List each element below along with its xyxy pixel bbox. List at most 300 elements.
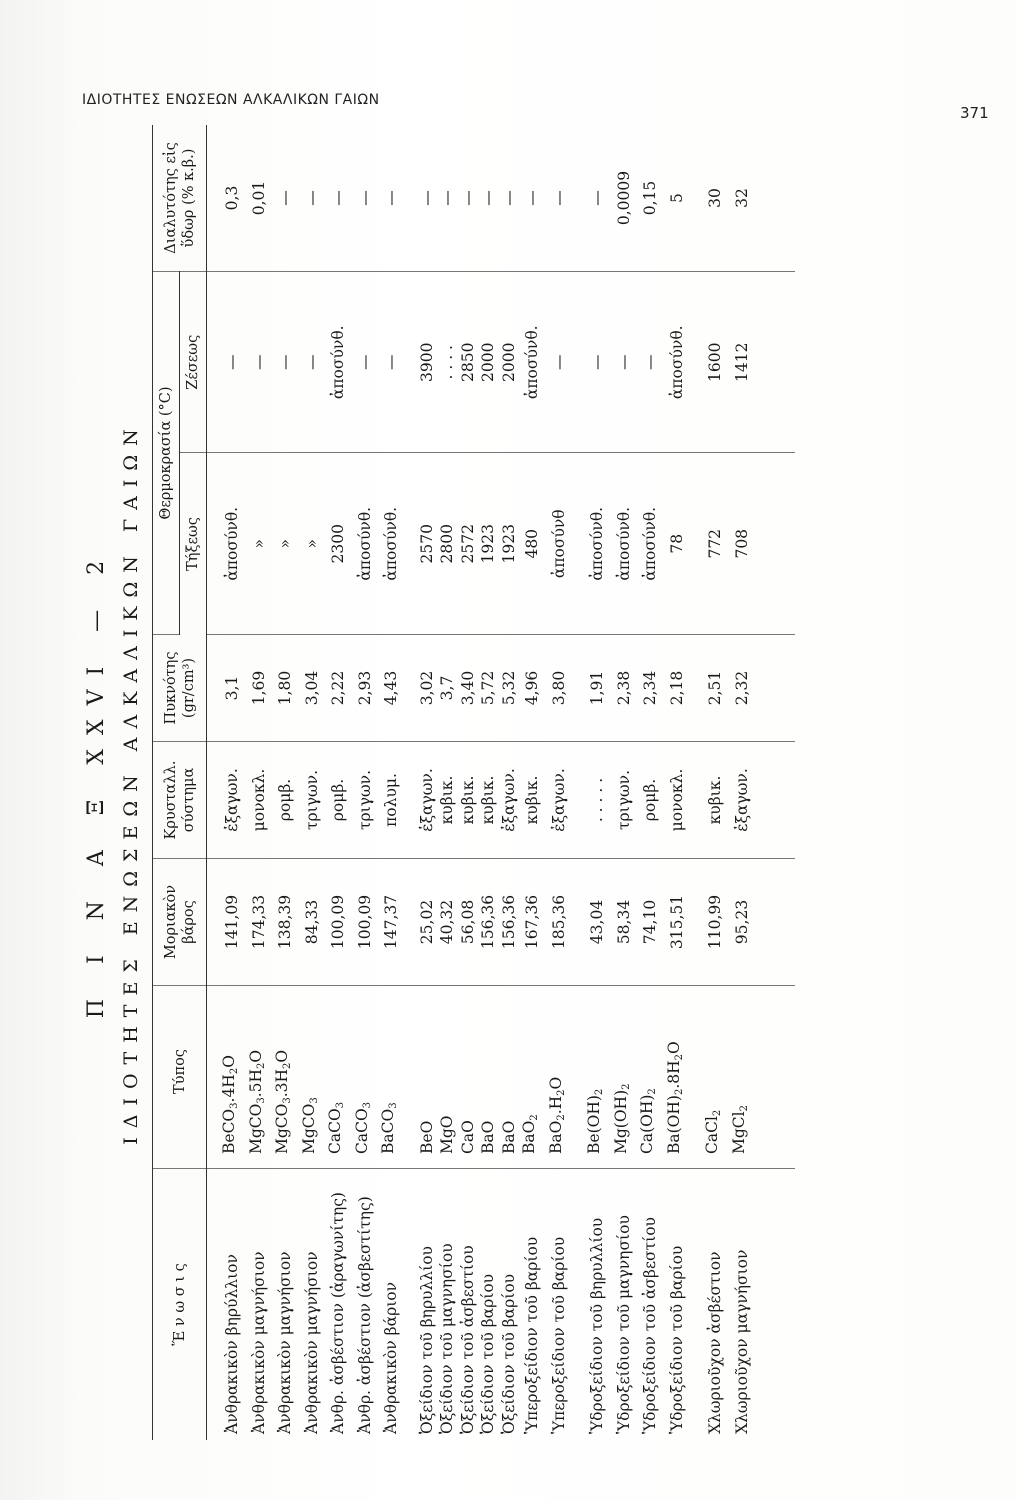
density-cell bbox=[499, 635, 520, 742]
molecular-weight: 315,51 bbox=[667, 894, 686, 950]
molecular-weight-cell bbox=[499, 859, 520, 986]
formula-part: O bbox=[546, 1076, 565, 1090]
crystal-system-cell bbox=[729, 742, 756, 859]
spacer-cell bbox=[207, 453, 220, 635]
molecular-weight-cell bbox=[664, 859, 691, 986]
compound-name: Ἀνθρακικὸν μαγνήσιον bbox=[276, 1251, 294, 1434]
melting-point: 2800 bbox=[438, 524, 456, 564]
crystal-system-cell bbox=[246, 742, 273, 859]
solubility-cell bbox=[499, 125, 520, 272]
compound-name-cell bbox=[272, 1169, 299, 1441]
crystal-system-cell bbox=[352, 742, 379, 859]
solubility: — bbox=[479, 190, 497, 206]
density: 5,32 bbox=[499, 670, 518, 706]
molecular-weight: 141,09 bbox=[223, 894, 241, 950]
boiling-point-cell bbox=[729, 272, 756, 454]
melting-point-cell bbox=[546, 453, 573, 635]
spacer-cell bbox=[405, 125, 417, 272]
boiling-point: — bbox=[549, 354, 568, 370]
density: 2,51 bbox=[706, 670, 724, 706]
boiling-point-cell bbox=[478, 272, 499, 454]
solubility-cell bbox=[417, 125, 438, 272]
boiling-point-cell bbox=[637, 272, 664, 454]
crystal-system-cell bbox=[417, 742, 438, 859]
formula-part: MgCl bbox=[729, 1111, 748, 1154]
formula-subscript: 3 bbox=[255, 1097, 267, 1104]
melting-point-cell bbox=[584, 453, 611, 635]
density-cell bbox=[546, 635, 573, 742]
properties-table-wrap bbox=[152, 125, 948, 1440]
density: 2,18 bbox=[667, 670, 686, 706]
formula-part: Ca(OH) bbox=[638, 1094, 656, 1154]
molecular-weight-cell bbox=[458, 859, 479, 986]
compound-name-cell bbox=[664, 1169, 691, 1441]
table-row bbox=[664, 125, 691, 1440]
header-density: Πυκνότης (gr/cm³) bbox=[153, 635, 207, 742]
density-cell bbox=[637, 635, 664, 742]
density: 2,93 bbox=[355, 670, 374, 706]
group-spacer bbox=[690, 125, 702, 1440]
compound-name: Ὀξείδιον τοῦ μαγνησίου bbox=[438, 1243, 456, 1434]
density: 3,04 bbox=[302, 670, 321, 706]
solubility-cell bbox=[519, 125, 546, 272]
compound-name: Ἀνθρακικὸν βάριον bbox=[382, 1281, 400, 1434]
crystal-system: ἑξαγων. bbox=[499, 768, 518, 832]
spacer-cell bbox=[690, 453, 702, 635]
formula-part: BeCO bbox=[220, 1108, 238, 1154]
spacer-cell bbox=[572, 859, 584, 986]
spacer-cell bbox=[207, 1169, 220, 1441]
melting-point: » bbox=[302, 539, 321, 549]
melting-point-cell bbox=[664, 453, 691, 635]
formula-part: Ba(OH) bbox=[664, 1095, 683, 1154]
compound-name: Ὑδροξείδιον τοῦ βαρίου bbox=[667, 1245, 686, 1434]
formula-part: CaCO bbox=[326, 1108, 344, 1154]
filler-row bbox=[755, 125, 795, 1440]
molecular-weight-cell bbox=[437, 859, 458, 986]
boiling-point: 2000 bbox=[479, 342, 497, 382]
spacer-cell bbox=[572, 453, 584, 635]
density-cell bbox=[664, 635, 691, 742]
melting-point-cell bbox=[519, 453, 546, 635]
density-cell bbox=[246, 635, 273, 742]
formula-part: .4H bbox=[220, 1074, 238, 1103]
formula-cell bbox=[637, 986, 664, 1169]
boiling-point: ἀποσύνθ. bbox=[523, 325, 541, 400]
melting-point-cell bbox=[702, 453, 729, 635]
table-row bbox=[325, 125, 352, 1440]
formula-subscript: 2 bbox=[673, 1053, 685, 1061]
formula-part: BaO bbox=[479, 1120, 497, 1154]
solubility-cell bbox=[611, 125, 638, 272]
crystal-system: ἑξαγων. bbox=[549, 768, 568, 832]
melting-point-cell bbox=[378, 453, 405, 635]
density: 3,7 bbox=[438, 675, 456, 701]
table-row bbox=[437, 125, 458, 1440]
boiling-point-cell bbox=[417, 272, 438, 454]
crystal-system-cell bbox=[437, 742, 458, 859]
molecular-weight: 74,10 bbox=[641, 899, 659, 945]
filler-cell bbox=[755, 859, 795, 986]
filler-cell bbox=[755, 1169, 795, 1441]
formula-subscript: 3 bbox=[229, 1102, 240, 1109]
melting-point-cell bbox=[729, 453, 756, 635]
formula-part: MgCO bbox=[273, 1103, 291, 1154]
solubility-cell bbox=[546, 125, 573, 272]
molecular-weight: 95,23 bbox=[732, 899, 751, 945]
compound-name: Ὀξείδιον τοῦ βαρίου bbox=[499, 1273, 518, 1434]
molecular-weight: 56,08 bbox=[458, 899, 477, 945]
rotated-table-plate bbox=[80, 125, 960, 1440]
table-row bbox=[519, 125, 546, 1440]
solubility: 0,15 bbox=[641, 180, 659, 216]
density-cell bbox=[611, 635, 638, 742]
molecular-weight: 58,34 bbox=[614, 899, 633, 945]
compound-name: Ἀνθρακικὸν μαγνήσιον bbox=[249, 1251, 268, 1434]
group-spacer bbox=[405, 125, 417, 1440]
formula-cell bbox=[546, 986, 573, 1169]
melting-point: 1923 bbox=[499, 524, 518, 564]
solubility: — bbox=[588, 190, 606, 206]
molecular-weight-cell bbox=[611, 859, 638, 986]
formula-subscript: 3 bbox=[388, 1102, 399, 1109]
crystal-system-cell bbox=[519, 742, 546, 859]
spacer-cell bbox=[405, 453, 417, 635]
crystal-system-cell bbox=[584, 742, 611, 859]
molecular-weight: 147,37 bbox=[382, 894, 400, 950]
boiling-point: — bbox=[302, 354, 321, 370]
boiling-point: — bbox=[614, 354, 633, 370]
table-row bbox=[352, 125, 379, 1440]
formula-subscript: 2 bbox=[620, 1083, 632, 1090]
density-cell bbox=[458, 635, 479, 742]
table-row bbox=[246, 125, 273, 1440]
crystal-system: μονοκλ. bbox=[667, 768, 686, 832]
molecular-weight-cell bbox=[478, 859, 499, 986]
spacer-cell bbox=[690, 1169, 702, 1441]
boiling-point: — bbox=[588, 354, 606, 370]
molecular-weight-cell bbox=[702, 859, 729, 986]
solubility: — bbox=[549, 190, 568, 206]
formula-cell bbox=[584, 986, 611, 1169]
header-melting: Τήξεως bbox=[180, 453, 207, 635]
solubility: 0,01 bbox=[249, 180, 268, 216]
formula-cell bbox=[499, 986, 520, 1169]
molecular-weight-cell bbox=[519, 859, 546, 986]
crystal-system: τριγων. bbox=[302, 769, 321, 831]
spacer-cell bbox=[405, 272, 417, 454]
filler-cell bbox=[755, 635, 795, 742]
formula-part: O bbox=[664, 1041, 683, 1054]
solubility-cell bbox=[246, 125, 273, 272]
spacer-cell bbox=[572, 125, 584, 272]
compound-name-cell bbox=[378, 1169, 405, 1441]
crystal-system: μονοκλ. bbox=[249, 768, 268, 832]
boiling-point: — bbox=[355, 354, 374, 370]
solubility: — bbox=[302, 190, 321, 206]
melting-point-cell bbox=[499, 453, 520, 635]
solubility: — bbox=[458, 190, 477, 206]
molecular-weight: 100,09 bbox=[329, 894, 347, 950]
compound-name-cell bbox=[325, 1169, 352, 1441]
spacer-cell bbox=[572, 986, 584, 1169]
boiling-point-cell bbox=[325, 272, 352, 454]
density: 1,80 bbox=[276, 670, 294, 706]
spacer-cell bbox=[207, 635, 220, 742]
spacer-cell bbox=[690, 272, 702, 454]
boiling-point: ἀποσύνθ. bbox=[667, 325, 686, 400]
formula-cell bbox=[299, 986, 326, 1169]
crystal-system: ρομβ. bbox=[329, 778, 347, 822]
formula-part: CaCl bbox=[703, 1116, 721, 1154]
boiling-point-cell bbox=[702, 272, 729, 454]
header-boiling: Ζέσεως bbox=[180, 272, 207, 454]
formula-part: CaCO bbox=[352, 1108, 371, 1154]
compound-name: Χλωριοῦχον ἀσβέστιον bbox=[706, 1251, 724, 1434]
boiling-point: — bbox=[223, 354, 241, 370]
molecular-weight: 156,36 bbox=[499, 894, 518, 950]
spacer-cell bbox=[405, 986, 417, 1169]
melting-point: 78 bbox=[667, 533, 686, 554]
molecular-weight-cell bbox=[729, 859, 756, 986]
formula-part: MgCO bbox=[246, 1103, 265, 1154]
formula-subscript: 2 bbox=[594, 1088, 605, 1096]
melting-point: ἀποσύνθ. bbox=[382, 506, 400, 581]
compound-name: Ὑπεροξείδιον τοῦ βαρίου bbox=[523, 1236, 541, 1434]
density-cell bbox=[325, 635, 352, 742]
compound-name-cell bbox=[478, 1169, 499, 1441]
formula-subscript: 3 bbox=[335, 1101, 346, 1109]
page-number: 371 bbox=[960, 104, 989, 122]
solubility: — bbox=[329, 190, 347, 206]
spacer-cell bbox=[690, 125, 702, 272]
formula-part: MgCO bbox=[299, 1103, 318, 1154]
molecular-weight-cell bbox=[417, 859, 438, 986]
molecular-weight-cell bbox=[637, 859, 664, 986]
compound-name-cell bbox=[437, 1169, 458, 1441]
density-cell bbox=[272, 635, 299, 742]
melting-point: 2570 bbox=[417, 524, 436, 564]
solubility: — bbox=[499, 190, 518, 206]
molecular-weight: 185,36 bbox=[549, 894, 568, 950]
compound-name-cell bbox=[417, 1169, 438, 1441]
formula-subscript: 3 bbox=[282, 1097, 293, 1104]
compound-name-cell bbox=[546, 1169, 573, 1441]
molecular-weight-cell bbox=[584, 859, 611, 986]
boiling-point-cell bbox=[664, 272, 691, 454]
solubility: 30 bbox=[706, 188, 724, 208]
compound-name-cell bbox=[729, 1169, 756, 1441]
crystal-system: κυβικ. bbox=[523, 775, 541, 825]
molecular-weight-cell bbox=[219, 859, 246, 986]
density: 2,38 bbox=[614, 670, 633, 706]
melting-point: ἀποσύνθ. bbox=[223, 506, 241, 581]
density: 2,32 bbox=[732, 670, 751, 706]
compound-name: Χλωριοῦχον μαγνήσιον bbox=[732, 1249, 751, 1434]
compound-name: Ὑπεροξείδιον τοῦ βαρίου bbox=[549, 1236, 568, 1434]
boiling-point-cell bbox=[352, 272, 379, 454]
solubility: — bbox=[438, 190, 456, 206]
crystal-system: κυβικ. bbox=[706, 775, 724, 825]
formula-subscript: 2 bbox=[555, 1114, 567, 1121]
crystal-system-cell bbox=[478, 742, 499, 859]
formula-part: O bbox=[246, 1049, 265, 1063]
boiling-point-cell bbox=[499, 272, 520, 454]
solubility: 32 bbox=[732, 188, 751, 208]
molecular-weight: 174,33 bbox=[249, 894, 268, 950]
boiling-point-cell bbox=[584, 272, 611, 454]
formula-part: BeO bbox=[417, 1120, 436, 1154]
melting-point-cell bbox=[637, 453, 664, 635]
spacer-cell bbox=[572, 1169, 584, 1441]
compound-name: Ἀνθρ. ἀσβέστιον (ἀραγωνίτης) bbox=[329, 1192, 347, 1434]
properties-table bbox=[153, 125, 795, 1440]
formula-subscript: 2 bbox=[738, 1105, 750, 1112]
formula-cell bbox=[664, 986, 691, 1169]
crystal-system: τριγων. bbox=[355, 769, 374, 831]
compound-name: Ὀξείδιον τοῦ ἀσβεστίου bbox=[458, 1245, 477, 1434]
melting-point-cell bbox=[611, 453, 638, 635]
density-cell bbox=[519, 635, 546, 742]
density: 2,34 bbox=[641, 670, 659, 706]
boiling-point-cell bbox=[546, 272, 573, 454]
compound-name-cell bbox=[611, 1169, 638, 1441]
crystal-system: ἑξαγων. bbox=[223, 768, 241, 832]
solubility-cell bbox=[702, 125, 729, 272]
solubility-cell bbox=[458, 125, 479, 272]
formula-subscript: 2 bbox=[529, 1114, 540, 1121]
compound-name-cell bbox=[637, 1169, 664, 1441]
crystal-system-cell bbox=[299, 742, 326, 859]
solubility: 0,0009 bbox=[614, 170, 633, 226]
molecular-weight-cell bbox=[378, 859, 405, 986]
melting-point: ἀποσύνθ. bbox=[641, 506, 659, 581]
spacer-cell bbox=[207, 742, 220, 859]
molecular-weight-cell bbox=[546, 859, 573, 986]
formula-part: Mg(OH) bbox=[611, 1089, 630, 1154]
density-cell bbox=[299, 635, 326, 742]
solubility-cell bbox=[352, 125, 379, 272]
density-cell bbox=[584, 635, 611, 742]
table-row bbox=[637, 125, 664, 1440]
plate-subtitle: ΙΔΙΟΤΗΤΕΣ ΕΝΩΣΕΩΝ ΑΛΚΑΛΙΚΩΝ ΓΑΙΩΝ bbox=[120, 420, 142, 1145]
formula-cell bbox=[437, 986, 458, 1169]
formula-subscript: 2 bbox=[673, 1088, 685, 1096]
formula-subscript: 3 bbox=[361, 1101, 373, 1109]
solubility-cell bbox=[325, 125, 352, 272]
density: 3,40 bbox=[458, 670, 477, 706]
melting-point-cell bbox=[325, 453, 352, 635]
group-spacer bbox=[207, 125, 220, 1440]
density: 1,69 bbox=[249, 670, 268, 706]
formula-part: .8H bbox=[664, 1060, 683, 1089]
header-molecular-weight: Μοριακὸν βάρος bbox=[153, 859, 207, 986]
crystal-system-cell bbox=[546, 742, 573, 859]
density-cell bbox=[219, 635, 246, 742]
spacer-cell bbox=[572, 272, 584, 454]
molecular-weight: 167,36 bbox=[523, 894, 541, 950]
boiling-point: 1600 bbox=[706, 342, 724, 382]
melting-point-cell bbox=[437, 453, 458, 635]
formula-subscript: 2 bbox=[712, 1109, 723, 1117]
spacer-cell bbox=[690, 859, 702, 986]
solubility-cell bbox=[664, 125, 691, 272]
density: 4,96 bbox=[523, 670, 541, 706]
solubility-cell bbox=[272, 125, 299, 272]
crystal-system-cell bbox=[458, 742, 479, 859]
boiling-point-cell bbox=[272, 272, 299, 454]
table-row bbox=[611, 125, 638, 1440]
crystal-system: ρομβ. bbox=[641, 778, 659, 822]
formula-cell bbox=[352, 986, 379, 1169]
formula-subscript: 3 bbox=[308, 1097, 320, 1104]
formula-cell bbox=[519, 986, 546, 1169]
formula-cell bbox=[378, 986, 405, 1169]
formula-part: .H bbox=[546, 1095, 565, 1115]
density: 3,02 bbox=[417, 670, 436, 706]
crystal-system-cell bbox=[378, 742, 405, 859]
crystal-system: κυβικ. bbox=[438, 775, 456, 825]
table-row bbox=[272, 125, 299, 1440]
solubility-cell bbox=[437, 125, 458, 272]
formula-part: .5H bbox=[246, 1068, 265, 1098]
boiling-point: — bbox=[641, 354, 659, 370]
melting-point: ἀποσύνθ. bbox=[614, 506, 633, 581]
spacer-cell bbox=[405, 859, 417, 986]
formula-part: BaO bbox=[546, 1120, 565, 1154]
melting-point-cell bbox=[352, 453, 379, 635]
solubility-cell bbox=[219, 125, 246, 272]
molecular-weight: 100,09 bbox=[355, 894, 374, 950]
melting-point-cell bbox=[246, 453, 273, 635]
solubility-cell bbox=[584, 125, 611, 272]
molecular-weight-cell bbox=[325, 859, 352, 986]
table-row bbox=[584, 125, 611, 1440]
table-body bbox=[207, 125, 796, 1440]
molecular-weight: 156,36 bbox=[479, 894, 497, 950]
solubility-cell bbox=[378, 125, 405, 272]
molecular-weight: 43,04 bbox=[588, 899, 606, 945]
solubility: 0,3 bbox=[223, 185, 241, 211]
boiling-point-cell bbox=[458, 272, 479, 454]
filler-cell bbox=[755, 986, 795, 1169]
solubility: 5 bbox=[667, 193, 686, 203]
density: 4,43 bbox=[382, 670, 400, 706]
formula-part: BaO bbox=[520, 1120, 538, 1154]
formula-cell bbox=[478, 986, 499, 1169]
density-cell bbox=[378, 635, 405, 742]
table-row bbox=[478, 125, 499, 1440]
compound-name-cell bbox=[299, 1169, 326, 1441]
melting-point: 708 bbox=[732, 528, 751, 559]
boiling-point: 3900 bbox=[417, 342, 436, 382]
molecular-weight: 84,33 bbox=[302, 899, 321, 945]
header-formula: Τύπος bbox=[153, 986, 207, 1169]
formula-subscript: 2 bbox=[255, 1062, 267, 1069]
formula-subscript: 2 bbox=[647, 1088, 658, 1095]
formula-part: .3H bbox=[273, 1068, 291, 1098]
solubility-cell bbox=[729, 125, 756, 272]
melting-point-cell bbox=[272, 453, 299, 635]
molecular-weight: 25,02 bbox=[417, 899, 436, 945]
formula-part: O bbox=[220, 1055, 238, 1068]
formula-cell bbox=[611, 986, 638, 1169]
density-cell bbox=[729, 635, 756, 742]
formula-cell bbox=[219, 986, 246, 1169]
crystal-system-cell bbox=[219, 742, 246, 859]
table-row bbox=[729, 125, 756, 1440]
boiling-point: — bbox=[382, 354, 400, 370]
